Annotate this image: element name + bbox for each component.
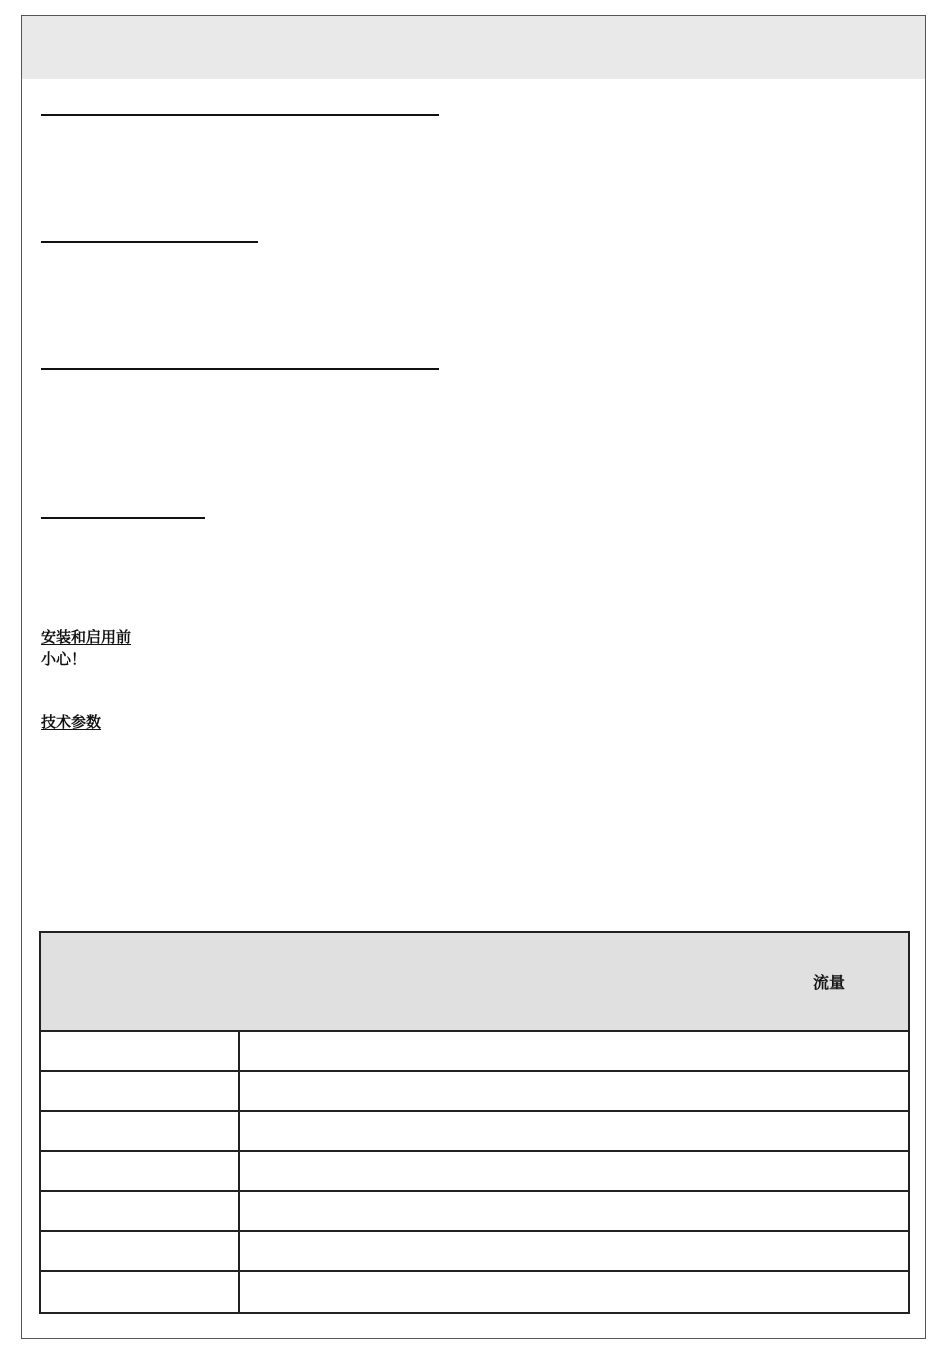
page-header-band — [22, 16, 925, 79]
table-cell-label — [41, 1072, 240, 1110]
spec-table — [39, 931, 910, 1314]
heading-rule-1 — [41, 114, 439, 116]
caution-label: 小心！ — [41, 650, 87, 668]
install-heading: 安装和启用前 — [41, 628, 132, 646]
table-cell-label — [41, 1152, 240, 1190]
table-row — [41, 1192, 908, 1232]
table-row — [41, 1232, 908, 1272]
table-cell-value — [242, 1152, 908, 1190]
table-row — [41, 1152, 908, 1192]
table-row — [41, 1072, 908, 1112]
table-cell-label — [41, 1112, 240, 1150]
heading-rule-3 — [41, 368, 439, 370]
heading-rule-4 — [41, 517, 205, 519]
table-row — [41, 1272, 908, 1312]
table-cell-value — [242, 1192, 908, 1230]
table-cell-label — [41, 1232, 240, 1270]
table-cell-value — [242, 1272, 908, 1312]
table-cell-value — [242, 1112, 908, 1150]
table-cell-label — [41, 1032, 240, 1070]
table-cell-label — [41, 1272, 240, 1312]
heading-rule-2 — [41, 241, 258, 243]
table-cell-value — [242, 1032, 908, 1070]
flow-column-label: 流量 — [813, 973, 846, 992]
table-cell-label — [41, 1192, 240, 1230]
table-row — [41, 1112, 908, 1152]
table-cell-value — [242, 1232, 908, 1270]
tech-params-heading: 技术参数 — [41, 713, 102, 731]
spec-table-header — [41, 933, 908, 1032]
table-cell-value — [242, 1072, 908, 1110]
table-row — [41, 1032, 908, 1072]
